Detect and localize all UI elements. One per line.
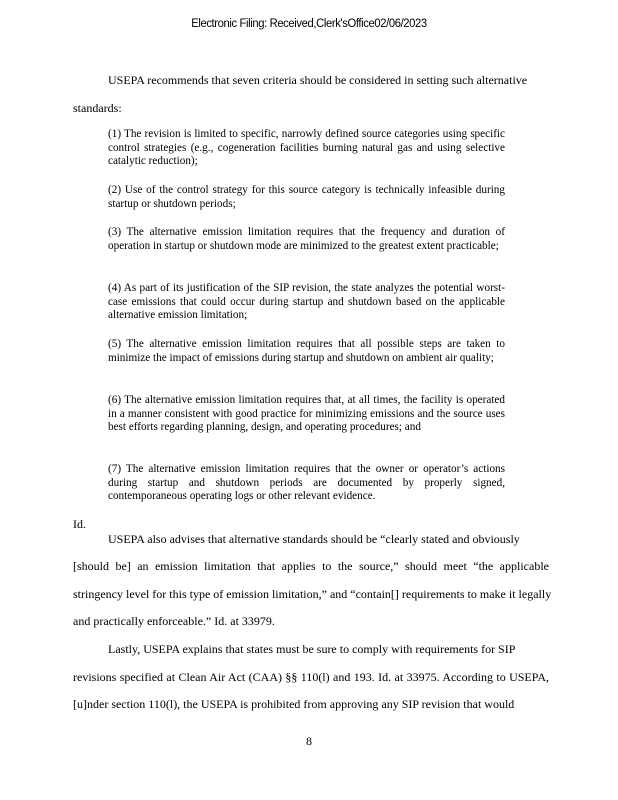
criterion-7-text: (7) The alternative emission limitation requires that the owner or operator’s actions during startup and shutdown periods are documented by properly signed, contemporaneous operating logs or other relevant evidence. [108,463,505,502]
criterion-1-text: (1) The revision is limited to specific, narrowly defined source categories using specific control strategies (e.g., cogeneration facilities burning natural gas and using selective catalytic reduction); [108,128,505,167]
paragraph2-line-2: [should be] an emission limitation that applies to the source,” should meet “the applicable [73,559,549,573]
criterion-4 [108,282,505,323]
criterion-4-text: (4) As part of its justification of the SIP revision, the state analyzes the potential worst-case emissions that could occur during startup and shutdown based on the applicable alternative emission limitation; [108,282,505,321]
criterion-3 [108,226,505,253]
criterion-5 [108,338,505,365]
paragraph3-line-1: Lastly, USEPA explains that states must be sure to comply with requirements for SIP [108,642,516,656]
page-number: 8 [306,734,312,748]
criterion-2-text: (2) Use of the control strategy for this source category is technically infeasible during startup or shutdown periods; [108,184,505,210]
paragraph2-line-3: stringency level for this type of emission limitation,” and “contain[] requirements to make it legally [73,587,552,601]
paragraph2-line-1: USEPA also advises that alternative standards should be “clearly stated and obviously [108,532,520,546]
paragraph3-line-2: revisions specified at Clean Air Act (CAA) §§ 110(l) and 193. Id. at 33975. According to USEPA, [73,670,549,684]
filing-stamp-header: Electronic Filing: Received,Clerk'sOffice02/06/2023 [191,16,427,30]
criterion-5-text: (5) The alternative emission limitation requires that all possible steps are taken to minimize the impact of emissions during startup and shutdown on ambient air quality; [108,338,505,364]
intro-line-1: USEPA recommends that seven criteria should be considered in setting such alternative [108,73,528,87]
criterion-1 [108,128,505,169]
criterion-7 [108,463,505,504]
criterion-6 [108,394,505,435]
criterion-3-text: (3) The alternative emission limitation requires that the frequency and duration of operation in startup or shutdown mode are minimized to the greatest extent practicable; [108,226,505,252]
criterion-2 [108,184,505,211]
intro-line-2: standards: [73,101,122,115]
citation-id: Id. [73,517,86,531]
paragraph3-line-3: [u]nder section 110(l), the USEPA is prohibited from approving any SIP revision that would [73,697,515,711]
paragraph2-line-4: and practically enforceable.” Id. at 33979. [73,614,275,628]
criterion-6-text: (6) The alternative emission limitation requires that, at all times, the facility is operated in a manner consistent with good practice for minimizing emissions and the source uses best efforts regarding planning, design, and operating procedures; and [108,394,505,433]
